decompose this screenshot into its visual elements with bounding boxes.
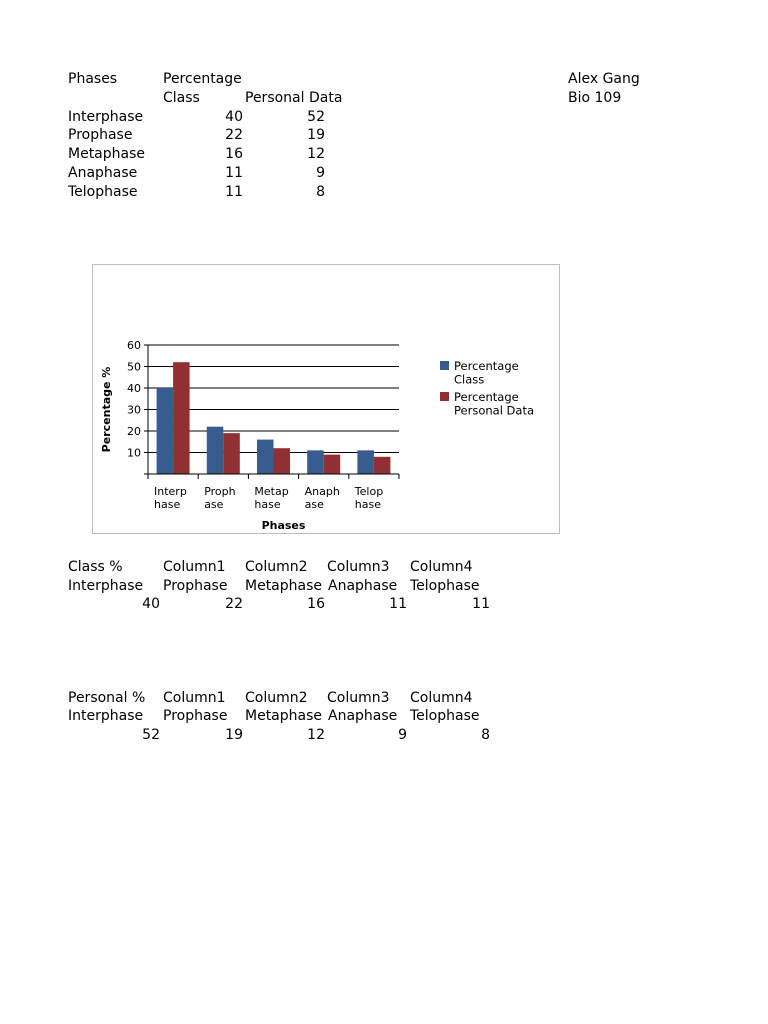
legend-label: Percentage xyxy=(454,390,519,404)
class-table-phase: Prophase xyxy=(163,578,228,594)
class-table-phase: Anaphase xyxy=(328,578,398,594)
class-table-value: 11 xyxy=(472,596,490,612)
x-tick-label: ase xyxy=(304,498,324,511)
bar-1 xyxy=(374,457,391,474)
personal-table-phase: Telophase xyxy=(410,708,480,724)
bar-0 xyxy=(257,440,274,474)
personal-table-column: Column4 xyxy=(410,690,473,706)
class-table-column: Column2 xyxy=(245,559,308,575)
legend-label: Class xyxy=(454,372,485,387)
class-table-title: Class % xyxy=(68,559,123,575)
legend-swatch-1 xyxy=(440,392,449,401)
y-tick-label: 10 xyxy=(127,446,141,460)
header-percentage: Percentage xyxy=(163,71,242,87)
row-phase: Prophase xyxy=(68,127,133,143)
y-tick-label: 60 xyxy=(127,339,141,352)
y-axis-label: Percentage % xyxy=(100,366,113,453)
personal-table-value: 9 xyxy=(398,727,407,743)
row-phase: Interphase xyxy=(68,109,144,125)
row-class-value: 11 xyxy=(225,165,243,181)
x-axis-label: Phases xyxy=(261,519,306,532)
row-class-value: 16 xyxy=(225,146,243,162)
bar-0 xyxy=(157,388,174,474)
bar-1 xyxy=(324,455,341,474)
personal-table-value: 12 xyxy=(307,727,325,743)
header-personal-data: Personal Data xyxy=(245,90,343,106)
personal-table-phase: Metaphase xyxy=(245,708,323,724)
x-tick-label: hase xyxy=(354,498,382,511)
bar-chart-svg xyxy=(93,265,559,533)
row-personal-value: 52 xyxy=(307,109,325,125)
class-table-phase: Telophase xyxy=(410,578,480,594)
bar-1 xyxy=(173,362,190,474)
bar-0 xyxy=(357,450,374,474)
personal-table-value: 19 xyxy=(225,727,243,743)
y-tick-label: 40 xyxy=(127,382,141,395)
row-phase: Metaphase xyxy=(68,146,146,162)
personal-table-column: Column1 xyxy=(163,690,226,706)
class-table-value: 11 xyxy=(389,596,407,612)
x-tick-label: Anaph xyxy=(304,485,340,498)
row-personal-value: 12 xyxy=(307,146,325,162)
personal-table-value: 52 xyxy=(142,727,160,743)
row-class-value: 11 xyxy=(225,184,243,200)
bar-chart xyxy=(92,264,560,534)
x-tick-label: hase xyxy=(254,498,281,511)
personal-table-phase: Interphase xyxy=(68,708,144,724)
x-tick-label: ase xyxy=(204,498,224,511)
row-personal-value: 19 xyxy=(307,127,325,143)
bar-1 xyxy=(223,433,240,474)
legend-label: Personal Data xyxy=(454,403,535,418)
header-class: Class xyxy=(163,90,200,106)
header-phases: Phases xyxy=(68,71,118,87)
class-table-phase: Interphase xyxy=(68,578,144,594)
author-name: Alex Gang xyxy=(568,71,640,87)
chart-legend xyxy=(440,359,534,418)
bar-1 xyxy=(274,448,291,474)
row-personal-value: 8 xyxy=(316,184,325,200)
class-table-column: Column4 xyxy=(410,559,473,575)
class-table-value: 16 xyxy=(307,596,325,612)
personal-table-column: Column2 xyxy=(245,690,308,706)
personal-table-value: 8 xyxy=(481,727,490,743)
personal-table-phase: Anaphase xyxy=(328,708,398,724)
x-tick-label: Metap xyxy=(254,485,289,498)
x-tick-label: hase xyxy=(154,498,181,511)
y-tick-label: 20 xyxy=(127,425,141,438)
row-phase: Anaphase xyxy=(68,165,138,181)
legend-swatch-0 xyxy=(440,361,449,370)
row-class-value: 22 xyxy=(225,127,243,143)
class-table-value: 22 xyxy=(225,596,243,612)
row-phase: Telophase xyxy=(68,184,138,200)
x-tick-label: Telop xyxy=(354,485,384,498)
class-table-value: 40 xyxy=(142,596,160,612)
personal-table-column: Column3 xyxy=(327,690,390,706)
personal-table-title: Personal % xyxy=(68,690,146,706)
class-table-phase: Metaphase xyxy=(245,578,323,594)
y-tick-label: 50 xyxy=(127,360,141,374)
class-table-column: Column1 xyxy=(163,559,226,575)
bar-0 xyxy=(207,427,224,474)
y-tick-label: 30 xyxy=(127,403,141,417)
course-label: Bio 109 xyxy=(568,90,622,106)
x-tick-label: Proph xyxy=(204,485,236,498)
personal-table-phase: Prophase xyxy=(163,708,228,724)
bar-0 xyxy=(307,450,324,474)
legend-label: Percentage xyxy=(454,359,519,373)
x-tick-label: Interp xyxy=(154,485,187,498)
row-class-value: 40 xyxy=(225,109,243,125)
class-table-column: Column3 xyxy=(327,559,390,575)
row-personal-value: 9 xyxy=(316,165,325,181)
